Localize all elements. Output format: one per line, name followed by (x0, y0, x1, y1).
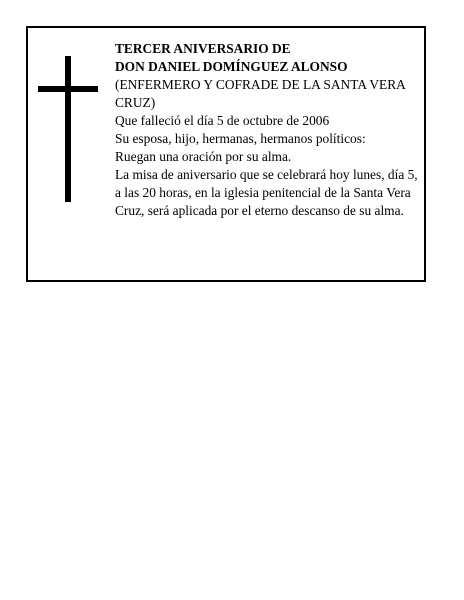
death-date: Que falleció el día 5 de octubre de 2006 (115, 113, 330, 128)
notice-title-line-1: TERCER ANIVERSARIO DE (115, 41, 291, 56)
cross-vertical-bar (65, 56, 71, 202)
notice-title-line-2: DON DANIEL DOMÍNGUEZ ALONSO (115, 59, 348, 74)
prayer-request: Ruegan una oración por su alma. (115, 149, 292, 164)
obituary-notice (26, 26, 426, 282)
family-members: Su esposa, hijo, hermanas, hermanos políticos: (115, 131, 366, 146)
cross-horizontal-bar (38, 86, 98, 92)
cross-icon (38, 56, 98, 202)
mass-information: La misa de aniversario que se celebrará hoy lunes, día 5, a las 20 horas, en la iglesia penitencial de la Santa Vera Cruz, será aplicada por el eterno descanso de su alma. (115, 167, 418, 218)
notice-text-block (115, 40, 421, 220)
notice-subtitle: (ENFERMERO Y COFRADE DE LA SANTA VERA CRUZ) (115, 77, 406, 110)
